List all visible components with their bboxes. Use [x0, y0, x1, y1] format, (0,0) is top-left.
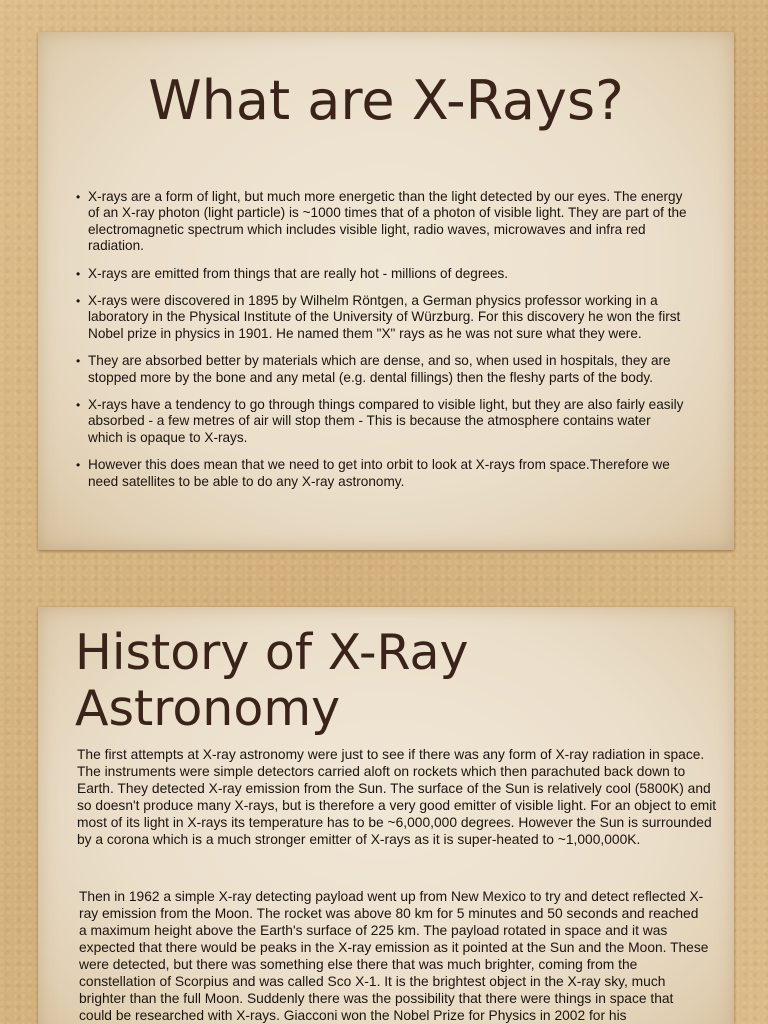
slide-what-are-x-rays	[38, 32, 734, 550]
slide-title: What are X-Rays?	[148, 69, 624, 132]
bullet-item	[76, 353, 688, 386]
bullet-text: X-rays were discovered in 1895 by Wilhelm Röntgen, a German physics professor working in a laboratory in the Physical Institute of the University of Würzburg. For this discovery he won the first Nobel prize in physics in 1901. He named them "X" rays as he was not sure what they were.	[88, 293, 681, 341]
paragraph: The first attempts at X-ray astronomy were just to see if there was any form of X-ray radiation in space. The instruments were simple detectors carried aloft on rockets which then parachuted back down to Earth. They detected X-ray emission from the Sun. The surface of the Sun is relatively cool (5800K) and so doesn't produce many X-rays, but is therefore a very good emitter of visible light. For an object to emit most of its light in X-rays its temperature has to be ~6,000,000 degrees. However the Sun is surrounded by a corona which is a much stronger emitter of X-rays as it is super-heated to ~1,000,000K.	[77, 747, 717, 847]
bullet-text: X-rays have a tendency to go through things compared to visible light, but they are also fairly easily absorbed - a few metres of air will stop them - This is because the atmosphere contains water which is opaque to X-rays.	[88, 397, 684, 445]
slide-history-x-ray-astronomy	[38, 607, 734, 1024]
bullet-icon: •	[76, 398, 81, 413]
bullet-list	[76, 189, 688, 501]
bullet-text: X-rays are a form of light, but much more energetic than the light detected by our eyes. The energy of an X-ray photon (light particle) is ~1000 times that of a photon of visible light. They are part of the electromagnetic spectrum which includes visible light, radio waves, microwaves and infra red radiation.	[88, 189, 687, 254]
bullet-text: X-rays are emitted from things that are really hot - millions of degrees.	[88, 265, 509, 281]
bullet-icon: •	[76, 266, 81, 281]
bullet-text: They are absorbed better by materials which are dense, and so, when used in hospitals, they are stopped more by the bone and any metal (e.g. dental fillings) then the fleshy parts of the body.	[88, 353, 671, 385]
paragraph: Then in 1962 a simple X-ray detecting payload went up from New Mexico to try and detect reflected X-ray emission from the Moon. The rocket was above 80 km for 5 minutes and 50 seconds and reached a maximum height above the Earth's surface of 225 km. The payload rotated in space and it was expected that there would be peaks in the X-ray emission as it pointed at the Sun and the Moon. These were detected, but there was something else there that was much brighter, coming from the constellation of Scorpius and was called Sco X-1. It is the brightest object in the X-ray sky, much brighter than the full Moon. Suddenly there was the possibility that there were things in space that could be researched with X-rays. Giacconi won the Nobel Prize for Physics in 2002 for his	[79, 889, 709, 1023]
bullet-icon: •	[76, 354, 81, 369]
bullet-icon: •	[76, 294, 81, 309]
bullet-icon: •	[76, 458, 81, 473]
bullet-text: However this does mean that we need to get into orbit to look at X-rays from space.Therefore we need satellites to be able to do any X-ray astronomy.	[88, 457, 670, 489]
bullet-icon: •	[76, 190, 81, 204]
bullet-item	[76, 293, 688, 342]
bullet-item	[76, 397, 688, 446]
bullet-item	[76, 189, 688, 255]
slide-title: History of X-Ray Astronomy	[75, 624, 469, 737]
bullet-item	[76, 457, 688, 490]
bullet-item	[76, 266, 688, 282]
